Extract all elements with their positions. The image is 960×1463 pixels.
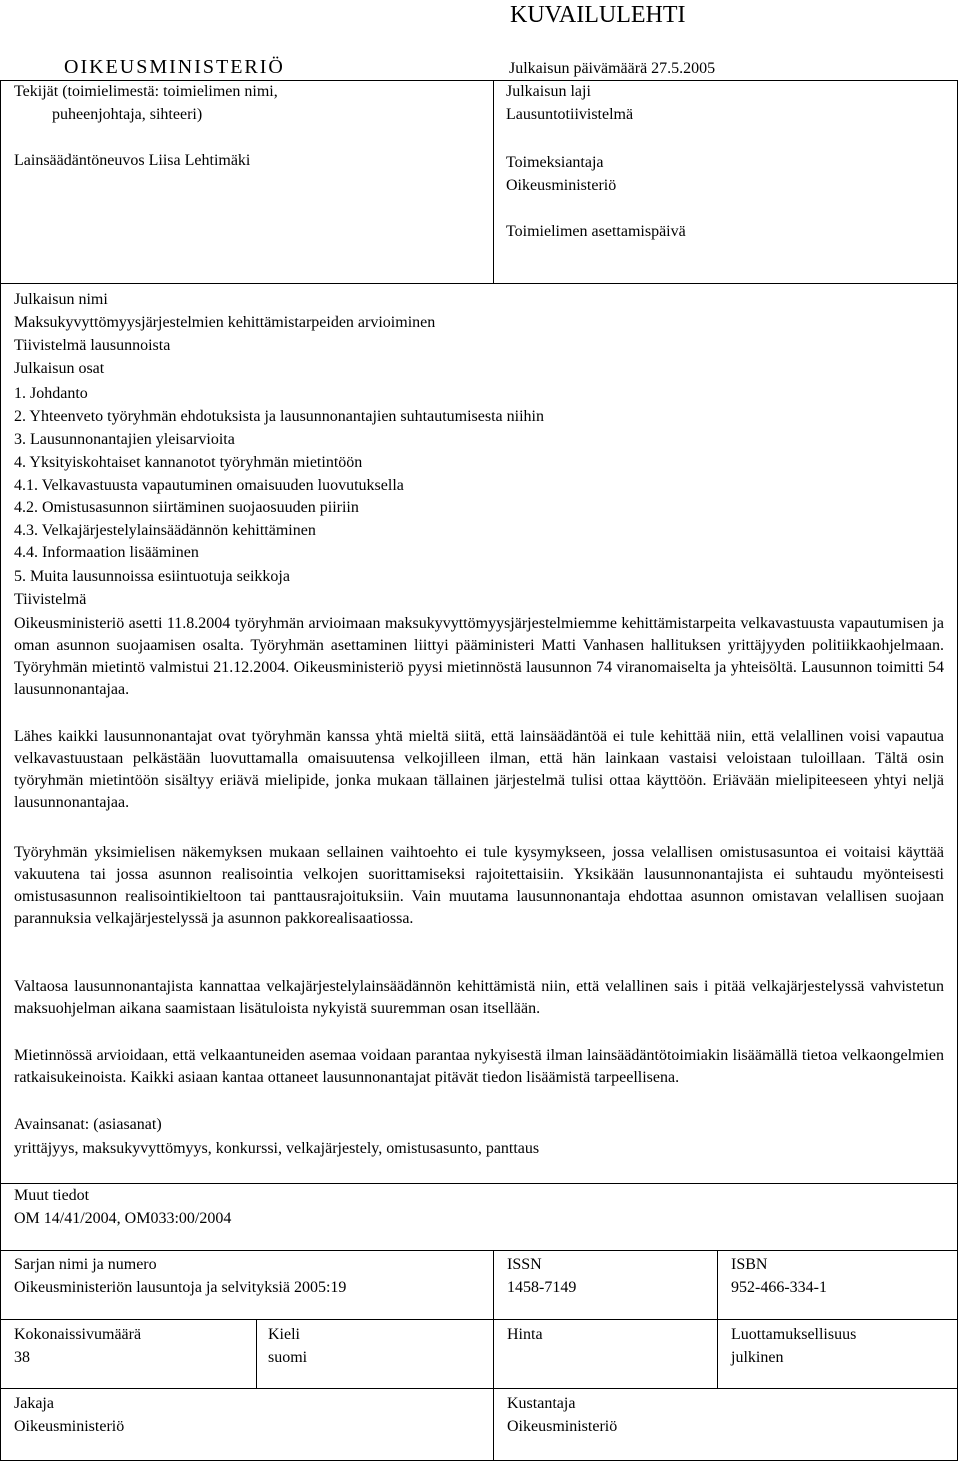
rule-after-pages — [0, 1388, 958, 1389]
parts-label: Julkaisun osat — [14, 360, 105, 377]
bottom-divider-right — [717, 1250, 718, 1388]
summary-paragraph-3: Työryhmän yksimielisen näkemyksen mukaan sellainen vaihtoehto ei tule kysymykseen, jossa velallisen omistusasuntoa ei voitaisi käyttää vakuutena tai jossa asunnon realisointia velkojen suorittamiseksi rajoitettaisiin. Yksikään lausunnonantajista ei suhtaudu myönteisesti omistusasunnon realisointikieltoon tai panttausrajoituksiin. Vain muutama lausunnonantaja ehdottaa asunnon omistavan velallisen suojaan parannuksia velkajärjestelyssä ja asunnon pakkorealisaatiossa. — [14, 844, 944, 927]
series-value: Oikeusministeriön lausuntoja ja selvityksiä 2005:19 — [14, 1279, 347, 1296]
isbn-label: ISBN — [731, 1256, 768, 1273]
authors-label-line2: puheenjohtaja, sihteeri) — [52, 106, 203, 123]
publication-date: Julkaisun päivämäärä 27.5.2005 — [509, 60, 716, 77]
parts-item: 4.3. Velkajärjestelylainsäädännön kehittäminen — [14, 522, 316, 539]
summary-paragraph-1: Oikeusministeriö asetti 11.8.2004 työryhmän arvioimaan maksukyvyttömyysjärjestelmiemme kehittämistarpeita velkavastuusta vapautumisen ja oman asunnon suojaamisen osalta. Työryhmän asettaminen liittyi pääministeri Matti Vanhasen hallituksen yrittäjyyden politiikkaohjelmaan. Työryhmän mietintö valmistui 21.12.2004. Oikeusministeriö pyysi mietinnöstä lausunnon 74 viranomaiselta ja yhteisöltä. Lausunnon toimitti 54 lausunnonantajaa. — [14, 615, 944, 698]
bottom-divider-center — [493, 1250, 494, 1461]
document-title: KUVAILULEHTI — [510, 2, 686, 28]
parts-item: 5. Muita lausunnoissa esiintuotuja seikkoja — [14, 568, 290, 585]
keywords-value: yrittäjyys, maksukyvyttömyys, konkurssi, velkajärjestely, omistusasunto, panttaus — [14, 1140, 540, 1157]
distributor-value: Oikeusministeriö — [14, 1418, 125, 1435]
language-value: suomi — [268, 1349, 308, 1366]
distributor-label: Jakaja — [14, 1395, 54, 1412]
publication-name-line1: Maksukyvyttömyysjärjestelmien kehittämistarpeiden arvioiminen — [14, 314, 436, 331]
summary-label: Tiivistelmä — [14, 591, 87, 608]
parts-item: 3. Lausunnonantajien yleisarvioita — [14, 431, 235, 448]
rule-after-series — [0, 1319, 958, 1320]
pages-label: Kokonaissivumäärä — [14, 1326, 142, 1343]
series-label: Sarjan nimi ja numero — [14, 1256, 157, 1273]
parts-item: 1. Johdanto — [14, 385, 88, 402]
publication-type-label: Julkaisun laji — [506, 83, 591, 100]
rule-after-other-info — [0, 1250, 958, 1251]
parts-item: 4. Yksityiskohtaiset kannanotot työryhmän mietintöön — [14, 454, 363, 471]
rule-after-header-block — [0, 283, 958, 284]
bottom-divider-left — [256, 1319, 257, 1388]
authors-label-line1: Tekijät (toimielimestä: toimielimen nimi, — [14, 83, 278, 100]
other-info-label: Muut tiedot — [14, 1187, 90, 1204]
publisher-value: Oikeusministeriö — [507, 1418, 618, 1435]
confidentiality-label: Luottamuksellisuus — [731, 1326, 857, 1343]
language-label: Kieli — [268, 1326, 300, 1343]
other-info-value: OM 14/41/2004, OM033:00/2004 — [14, 1210, 232, 1227]
appointment-date-label: Toimielimen asettamispäivä — [506, 223, 686, 240]
price-label: Hinta — [507, 1326, 543, 1343]
parts-item: 4.4. Informaation lisääminen — [14, 544, 199, 561]
issn-label: ISSN — [507, 1256, 542, 1273]
summary-paragraph-5: Mietinnössä arvioidaan, että velkaantuneiden asemaa voidaan parantaa nykyisestä ilman lainsäädäntötoimiakin lisäämällä tietoa velkaongelmien ratkaisukeinoista. Kaikki asiaan kantaa ottaneet lausunnonantajat pitävät tiedon lisäämistä tarpeellisena. — [14, 1047, 944, 1086]
publisher-label: Kustantaja — [507, 1395, 576, 1412]
publication-name-label: Julkaisun nimi — [14, 291, 108, 308]
ministry-name: OIKEUSMINISTERIÖ — [64, 56, 285, 78]
rule-after-keywords — [0, 1183, 958, 1184]
issn-value: 1458-7149 — [507, 1279, 577, 1296]
confidentiality-value: julkinen — [731, 1349, 784, 1366]
summary-paragraph-2: Lähes kaikki lausunnonantajat ovat työryhmän kanssa yhtä mieltä siitä, että lainsäädäntöä ei tule kehittää niin, että velallinen voisi vapautua velkavastuustaan pelkästään luovuttamalla omaisuutensa velkojilleen ilman, että hän lainkaan vastaisi veloistaan tuloillaan. Tältä osin työryhmän mietintöön sisältyy eriävä mielipide, jonka mukaan tällainen järjestelmä tulisi ottaa käyttöön. Eriävään mielipiteeseen yhtyi neljä lausunnonantajaa. — [14, 728, 944, 811]
top-divider — [493, 80, 494, 283]
commissioned-by-value: Oikeusministeriö — [506, 177, 617, 194]
parts-item: 2. Yhteenveto työryhmän ehdotuksista ja lausunnonantajien suhtautumisesta niihin — [14, 408, 544, 425]
parts-item: 4.2. Omistusasunnon siirtäminen suojaosuuden piiriin — [14, 499, 359, 516]
commissioned-by-label: Toimeksiantaja — [506, 154, 604, 171]
isbn-value: 952-466-334-1 — [731, 1279, 827, 1296]
keywords-label: Avainsanat: (asiasanat) — [14, 1116, 162, 1133]
parts-item: 4.1. Velkavastuusta vapautuminen omaisuuden luovutuksella — [14, 477, 404, 494]
summary-paragraph-4: Valtaosa lausunnonantajista kannattaa velkajärjestelylainsäädännön kehittämistä niin, että velallinen sais i pitää velkajärjestelyssä vahvistetun maksuohjelman aikana saamistaan lisätuloista nykyistä suuremman osan itsellään. — [14, 978, 944, 1017]
publication-type-value: Lausuntotiivistelmä — [506, 106, 634, 123]
authors-value: Lainsäädäntöneuvos Liisa Lehtimäki — [14, 152, 251, 169]
publication-name-line2: Tiivistelmä lausunnoista — [14, 337, 171, 354]
pages-value: 38 — [14, 1349, 30, 1366]
